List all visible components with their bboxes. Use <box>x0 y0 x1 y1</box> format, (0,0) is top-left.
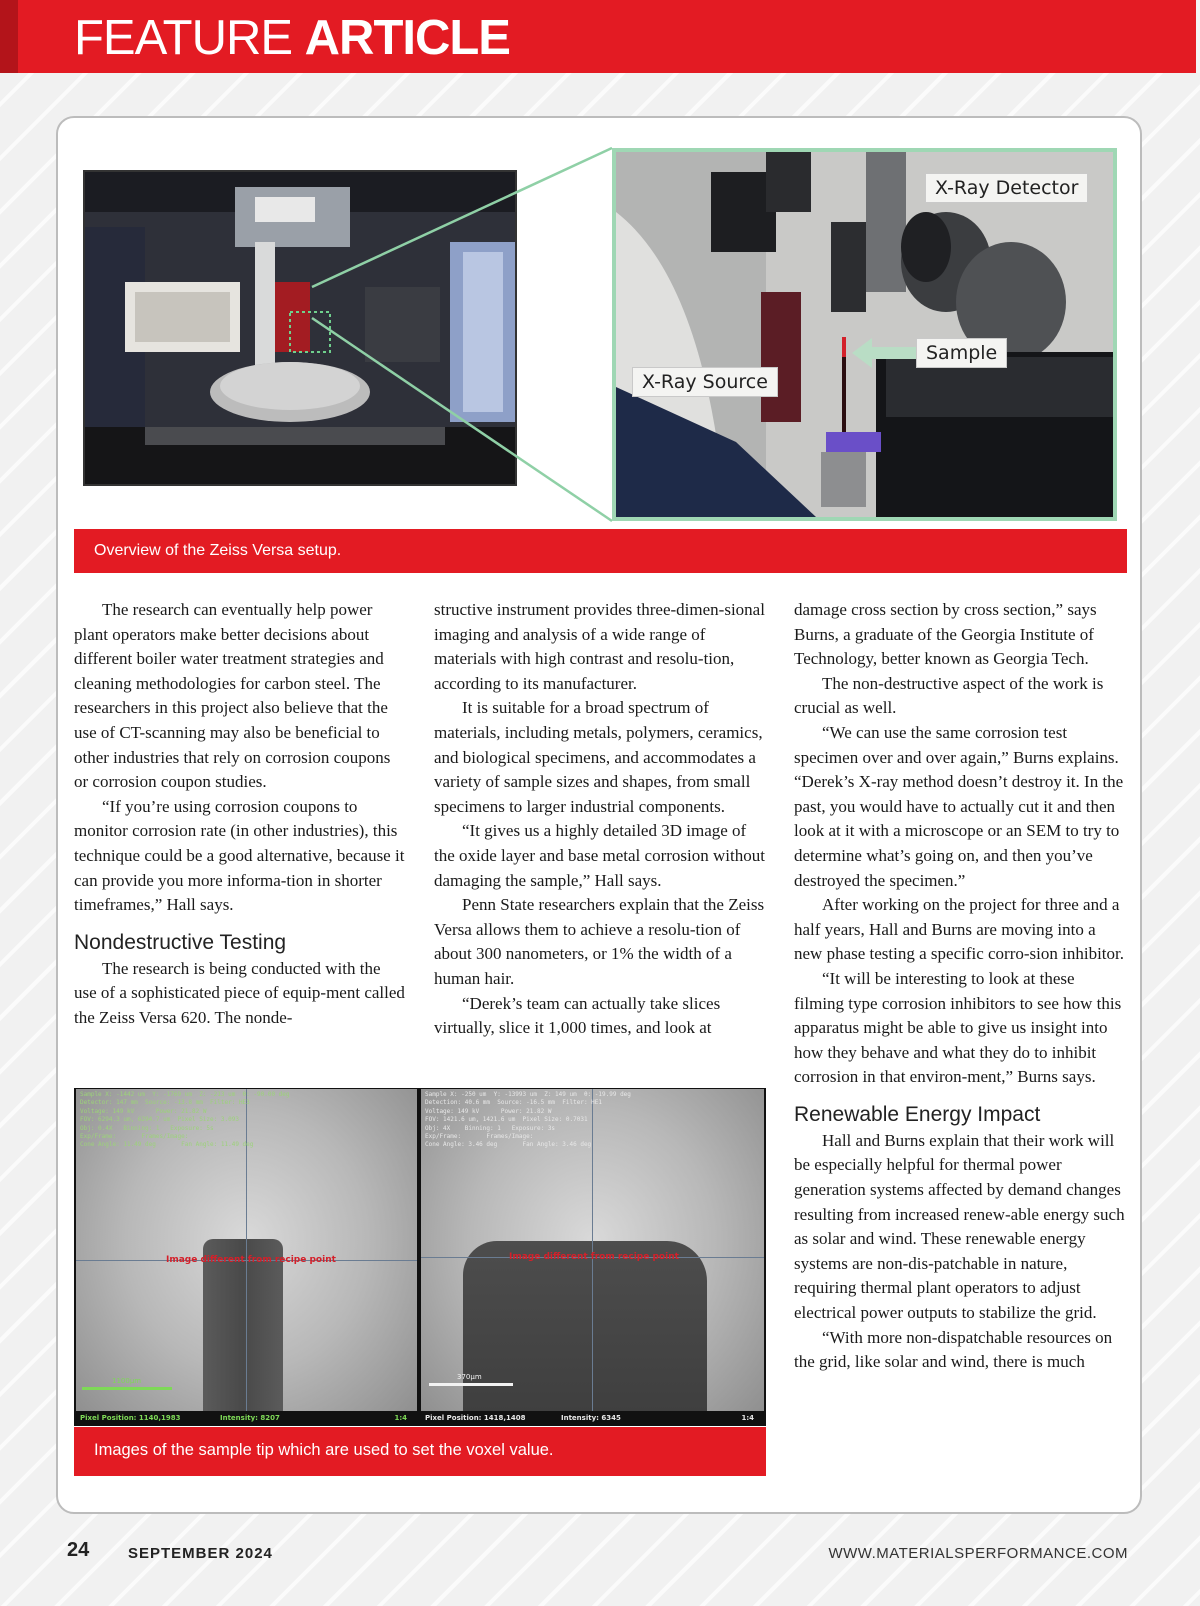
sample-label: Sample <box>916 338 1007 368</box>
scale-bar-label: 370µm <box>457 1373 482 1381</box>
recipe-warning-text: Image different from recipe point <box>509 1252 679 1262</box>
x-ray-detector-label: X-Ray Detector <box>925 173 1088 203</box>
paragraph: structive instrument provides three-dimen-sional imaging and analysis of a wide range of materials with high contrast and resolu-tion, according to its manufacturer. <box>434 600 765 693</box>
xray-metadata: Sample X: -1442 um Y: -1769 um Z: -213 um θ: -90.00 deg Detector: 147 mm Source: -13.8 mm Filter: HE3 Voltage: 149 kV Power: 21.82 W FOV: 6294.3 um, 6294.7 um Pixel Size: 3.093 Obj: 0.4X Binning: 1 Exposure: 5s Exp/Frame: Frames/Image: Cone Angle: 11.49 deg Fan Angle: 11.49 deg <box>80 1091 290 1149</box>
sample-tip-shadow <box>463 1241 707 1425</box>
pixel-position: Pixel Position: 1140,1983 <box>80 1414 181 1422</box>
subheading-nondestructive-testing: Nondestructive Testing <box>74 930 287 954</box>
xray-metadata: Sample X: -250 um Y: -13993 um Z: 149 um θ: -19.99 deg Detection: 40.6 mm Source: -16.5 mm Filter: HE1 Voltage: 149 kV Power: 21.82 W FOV: 1421.6 um, 1421.6 um Pixel Size: 0.7031 Obj: 4X Binning: 1 Exposure: 3s Exp/Frame: Frames/Image: Cone Angle: 3.46 deg Fan Angle: 3.46 deg <box>425 1091 631 1149</box>
paragraph: “It gives us a highly detailed 3D image of the oxide layer and base metal corrosion without damaging the sample,” Hall says. <box>434 821 765 890</box>
sample-arrow <box>0 0 1200 600</box>
text-column-2 <box>434 598 766 1041</box>
paragraph: The research is being conducted with the use of a sophisticated piece of equip-ment called the Zeiss Versa 620. The nonde- <box>74 958 405 1027</box>
paragraph: “If you’re using corrosion coupons to monitor corrosion rate (in other industries), this technique could be a good alternative, because it can provide you more informa-tion in shorter timeframes,” Hall says. <box>74 796 405 915</box>
text-column-3 <box>794 598 1126 1375</box>
figure1-caption: Overview of the Zeiss Versa setup. <box>74 529 1127 573</box>
website-link[interactable]: WWW.MATERIALSPERFORMANCE.COM <box>828 1545 1128 1562</box>
zoom-level: 1:4 <box>394 1414 407 1422</box>
scale-bar <box>82 1387 172 1390</box>
subheading-renewable-energy-impact: Renewable Energy Impact <box>794 1102 1041 1126</box>
figure2-caption: Images of the sample tip which are used to set the voxel value. <box>74 1427 766 1476</box>
sample-tip-shadow <box>203 1239 283 1425</box>
paragraph: “We can use the same corrosion test specimen over and over again,” Burns explains. “Derek’s X-ray method doesn’t destroy it. In the past, you would have to actually cut it and then look at it with a microscope or an SEM to try to determine what’s going on, and then you’ve destroyed the specimen.” <box>794 722 1124 890</box>
paragraph: After working on the project for three and a half years, Hall and Burns are moving into a new phase testing a specific corro-sion inhibitor. <box>794 895 1124 964</box>
paragraph: “It will be interesting to look at these filming type corrosion inhibitors to see how this apparatus might be able to give us insight into how they behave and what they do to inhibit corrosion in that environ-ment,” Burns says. <box>794 968 1122 1087</box>
paragraph: damage cross section by cross section,” says Burns, a graduate of the Georgia Institute of Technology, better known as Georgia Tech. <box>794 600 1097 669</box>
paragraph: The non-destructive aspect of the work is crucial as well. <box>794 673 1104 718</box>
xray-footer-row <box>421 1411 764 1425</box>
x-ray-source-label: X-Ray Source <box>632 367 778 397</box>
intensity: Intensity: 8207 <box>220 1414 280 1422</box>
recipe-warning-text: Image different from recipe point <box>166 1255 336 1265</box>
paragraph: Penn State researchers explain that the Zeiss Versa allows them to achieve a resolu-tion of about 300 nanometers, or 1% the width of a human hair. <box>434 895 765 988</box>
xray-footer-row <box>76 1411 417 1425</box>
intensity: Intensity: 6345 <box>561 1414 621 1422</box>
section-title-light: FEATURE <box>74 11 293 65</box>
paragraph: “Derek’s team can actually take slices virtually, slice it 1,000 times, and look at <box>434 993 721 1038</box>
xray-image-right <box>421 1089 764 1425</box>
paragraph: “With more non-dispatchable resources on the grid, like solar and wind, there is much <box>794 1327 1113 1372</box>
scale-bar <box>429 1383 513 1386</box>
xray-image-left <box>76 1089 417 1425</box>
page-number: 24 <box>67 1539 90 1561</box>
paragraph: Hall and Burns explain that their work will be especially helpful for thermal power generation systems affected by demand changes resulting from increased renew-able energy such as solar and wind. These renewable energy systems are non-dis-patchable in nature, requiring thermal plant operators to adjust electrical power outputs to stabilize the grid. <box>794 1130 1125 1323</box>
section-title-bold: ARTICLE <box>304 11 510 65</box>
pixel-position: Pixel Position: 1418,1408 <box>425 1414 526 1422</box>
issue-date: SEPTEMBER 2024 <box>128 1545 273 1562</box>
scale-bar-label: 1100µm <box>112 1377 142 1385</box>
paragraph: It is suitable for a broad spectrum of materials, including metals, polymers, ceramics, and biological specimens, and accommodates a variety of sample sizes and shapes, from small specimens to larger industrial components. <box>434 698 763 816</box>
paragraph: The research can eventually help power plant operators make better decisions about different boiler water treatment strategies and cleaning methodologies for carbon steel. The researchers in this project also believe that the use of CT-scanning may also be beneficial to other industries that rely on corrosion coupons or corrosion coupon studies. <box>74 600 391 792</box>
text-column-1 <box>74 598 406 1031</box>
zoom-level: 1:4 <box>741 1414 754 1422</box>
